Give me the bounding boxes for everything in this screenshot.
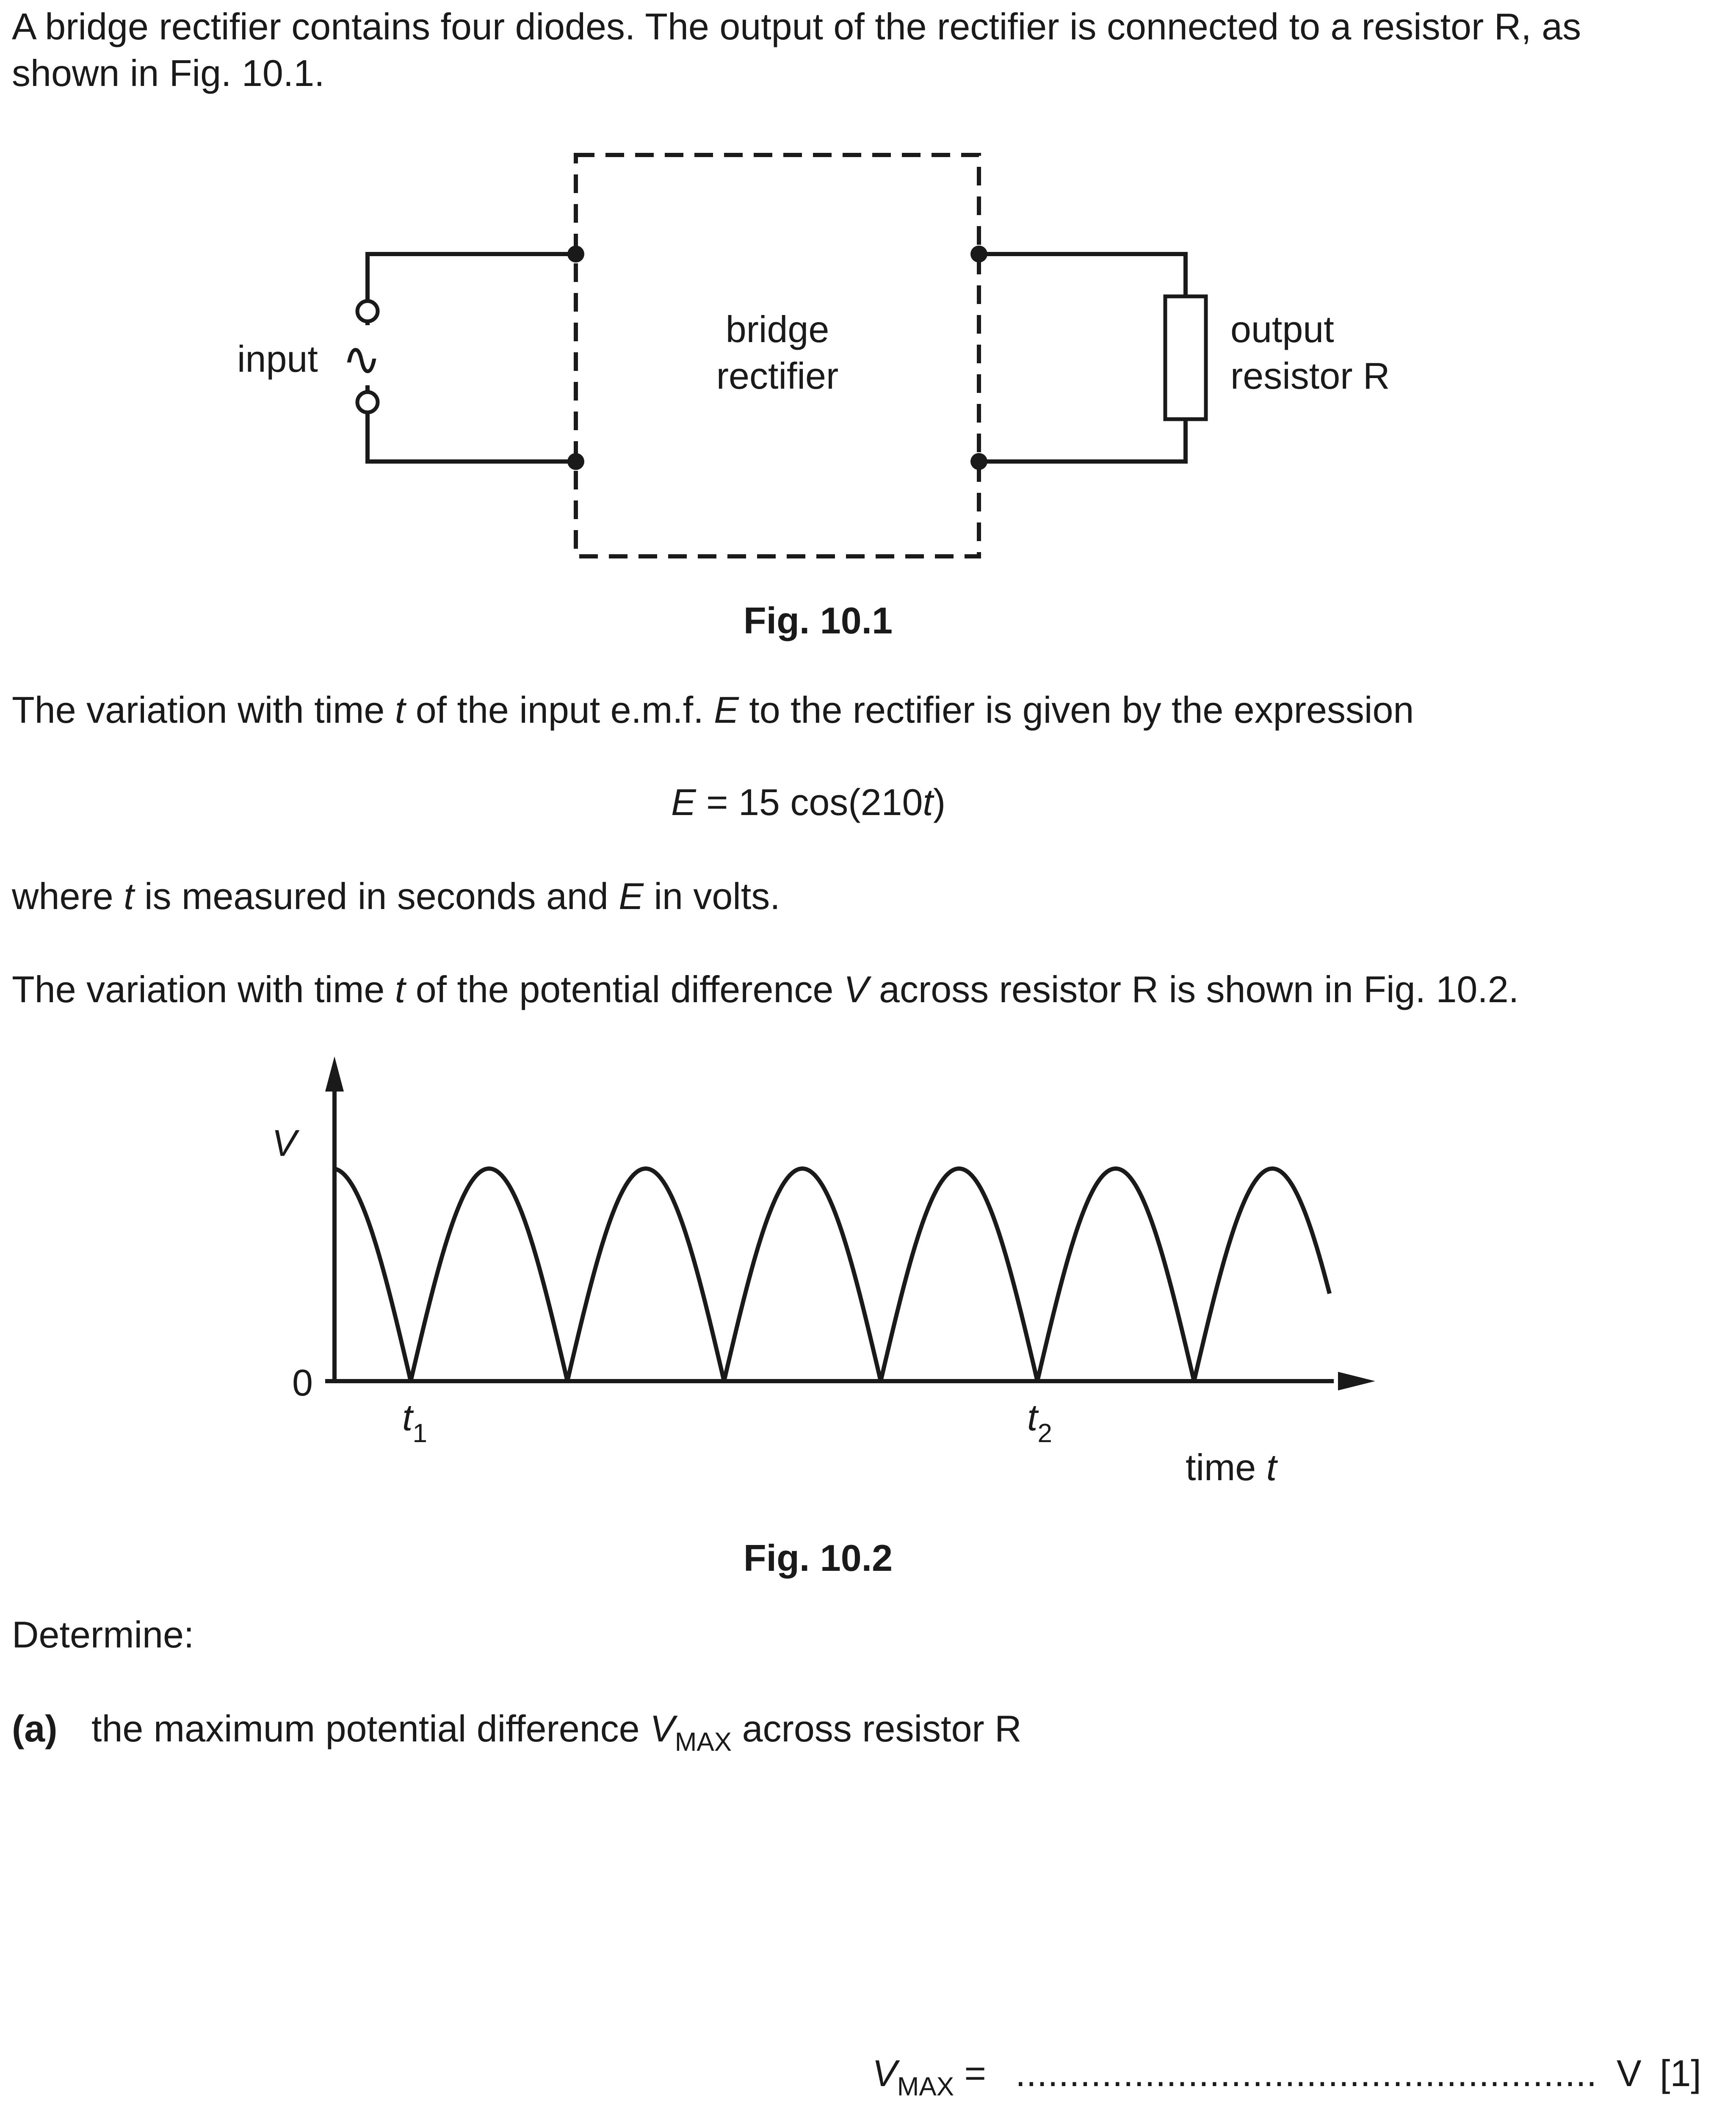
y-axis-label: V (272, 1122, 297, 1164)
box-label-line-2: rectifier (716, 355, 839, 397)
para-1: The variation with time t of the input e.m.f. E to the rectifier is given by the expression (12, 689, 1414, 731)
t2-label: $t_2$ (1027, 1396, 1052, 1448)
determine-heading: Determine: (12, 1614, 194, 1655)
question-a-label: (a) (12, 1708, 58, 1749)
para-2: where t is measured in seconds and E in volts. (12, 875, 780, 917)
para-3: The variation with time t of the potential difference V across resistor R is shown in Fig. 10.2. (12, 968, 1519, 1010)
fig-10-1-caption: Fig. 10.1 (743, 600, 893, 641)
question-a-text: the maximum potential difference $V_{MAX}$ across resistor R (91, 1708, 1022, 1757)
answer-a-field[interactable]: ...................................................... (1015, 2052, 1598, 2094)
rectified-waveform (334, 1169, 1330, 1381)
x-axis-label: time t (1186, 1446, 1277, 1488)
input-label: input (237, 338, 318, 380)
box-label-line-1: bridge (725, 308, 829, 350)
equation: E = 15 cos(210t) (671, 781, 946, 823)
question-a-marks: [1] (1660, 2052, 1701, 2094)
intro-line-2: shown in Fig. 10.1. (12, 52, 325, 94)
output-label-line-1: output (1230, 308, 1334, 350)
intro-line-1: A bridge rectifier contains four diodes. The output of the rectifier is connected to a resistor R, as (12, 6, 1581, 47)
ac-source-symbol-icon: ∿ (342, 333, 381, 385)
t1-label: $t_1$ (402, 1396, 427, 1448)
y-axis-arrow-icon (325, 1056, 344, 1092)
output-label-line-2: resistor R (1230, 355, 1390, 397)
answer-a-label: $V_{MAX}$ = (872, 2052, 986, 2101)
answer-a-unit: V (1617, 2052, 1642, 2094)
origin-label: 0 (292, 1362, 313, 1404)
x-axis-arrow-icon (1338, 1372, 1375, 1390)
fig-10-2-caption: Fig. 10.2 (743, 1537, 893, 1579)
